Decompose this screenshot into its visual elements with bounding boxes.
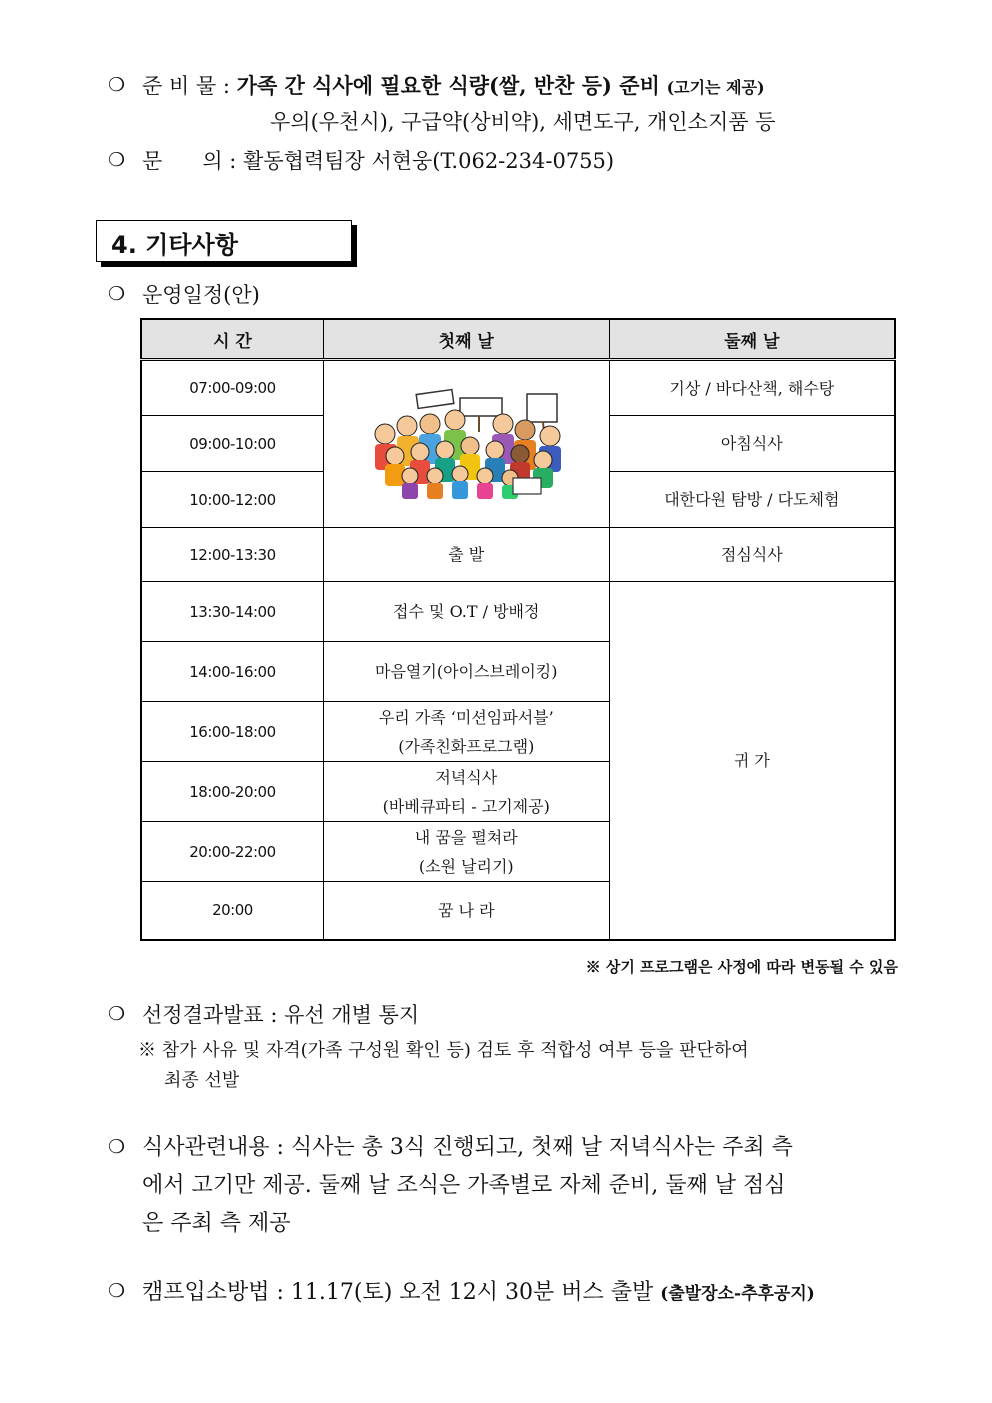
entry-label: 캠프입소방법 : 11.17(토) 오전 12시 30분 버스 출발 [142,1280,654,1305]
dream-line-1: 내 꿈을 펼쳐라 [414,827,518,847]
time-cell: 20:00 [141,882,323,940]
time-cell: 07:00-09:00 [141,360,323,416]
meal-line-2: 에서 고기만 제공. 둘째 날 조식은 가족별로 자체 준비, 둘째 날 점심 [142,1173,786,1198]
day1-dream-cell [323,822,609,882]
time-cell: 12:00-13:30 [141,528,323,582]
time-cell: 10:00-12:00 [141,472,323,528]
dinner-line-1: 저녁식사 [435,767,498,787]
schedule-label: 운영일정(안) [142,283,260,307]
mission-line-1: 우리 가족 ‘미션임파서블’ [378,707,554,727]
selection-label: 선정결과발표 : 유선 개별 통지 [142,1003,420,1027]
prep-label: 준 비 물 : [142,74,230,98]
table-row [141,582,895,642]
day2-lunch-cell: 점심식사 [609,528,895,582]
meal-line-3: 은 주최 측 제공 [142,1211,291,1236]
time-cell: 14:00-16:00 [141,642,323,702]
prep-note: (고기는 제공) [666,78,765,97]
day1-sleep-cell: 꿈 나 라 [323,882,609,940]
section-title: 4. 기타사항 [111,231,238,259]
bullet-icon: ❍ [108,149,126,171]
time-cell: 16:00-18:00 [141,702,323,762]
entry-note: (출발장소-추후공지) [660,1284,815,1304]
selection-note-2: 최종 선발 [164,1070,240,1091]
day2-wake-cell: 기상 / 바다산책, 해수탕 [609,360,895,416]
time-cell: 13:30-14:00 [141,582,323,642]
inquiry-label: 문 의 : [142,149,237,173]
header-day2: 둘째 날 [609,319,895,360]
schedule-table [140,318,896,941]
prep-main: 가족 간 식사에 필요한 식량(쌀, 반찬 등) 준비 [236,73,660,98]
inquiry-value: 활동협력팀장 서현웅(T.062-234-0755) [243,149,615,173]
header-day1: 첫째 날 [323,319,609,360]
bullet-icon: ❍ [108,283,126,305]
section-heading-box [96,220,352,262]
dream-line-2: (소원 날리기) [418,856,514,876]
dinner-line-2: (바베큐파티 - 고기제공) [382,796,550,816]
day2-return-cell: 귀 가 [609,582,895,940]
selection-note-1: ※ 참가 사유 및 자격(가족 구성원 확인 등) 검토 후 적합성 여부 등을 판단하여 [138,1040,749,1061]
time-cell: 18:00-20:00 [141,762,323,822]
entry-row [142,1275,815,1306]
table-row [141,528,895,582]
day1-dinner-cell [323,762,609,822]
prep-line2: 우의(우천시), 구급약(상비약), 세면도구, 개인소지품 등 [270,110,776,134]
header-time: 시 간 [141,319,323,360]
family-clipart-cell [323,360,609,528]
bullet-icon: ❍ [108,1136,126,1158]
time-cell: 20:00-22:00 [141,822,323,882]
inquiry-row [142,145,614,175]
bullet-icon: ❍ [108,1280,126,1302]
table-footnote: ※ 상기 프로그램은 사정에 따라 변동될 수 있음 [585,958,898,976]
family-group-illustration [355,384,577,504]
table-header-row [141,319,895,360]
day1-ot-cell: 접수 및 O.T / 방배정 [323,582,609,642]
mission-line-2: (가족친화프로그램) [398,736,535,756]
day2-tour-cell: 대한다원 탐방 / 다도체험 [609,472,895,528]
time-cell: 09:00-10:00 [141,416,323,472]
table-row [141,360,895,416]
day2-breakfast-cell: 아침식사 [609,416,895,472]
day1-icebreak-cell: 마음열기(아이스브레이킹) [323,642,609,702]
day1-mission-cell [323,702,609,762]
meal-line-1: 식사관련내용 : 식사는 총 3식 진행되고, 첫째 날 저녁식사는 주최 측 [142,1135,793,1160]
prep-row [142,70,765,100]
bullet-icon: ❍ [108,1003,126,1025]
bullet-icon: ❍ [108,74,126,96]
day1-departure-cell: 출 발 [323,528,609,582]
